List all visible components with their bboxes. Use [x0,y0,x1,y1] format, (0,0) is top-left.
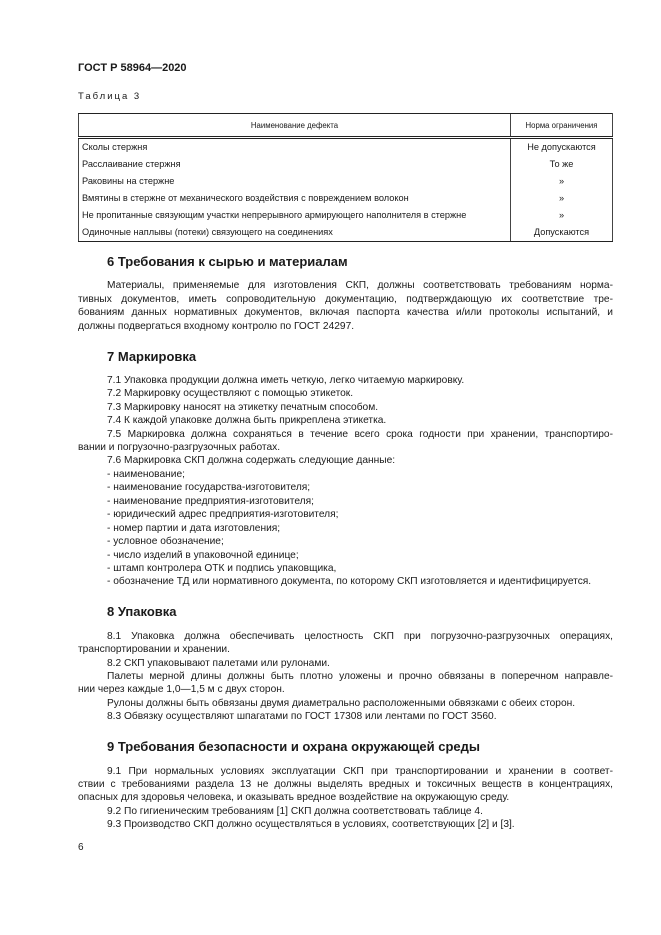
section [78,349,613,589]
paragraph [78,549,613,562]
section-heading: 6 Требования к сырью и материалам [107,254,348,269]
table-row [79,156,613,173]
paragraph [78,670,613,697]
sections [78,241,613,832]
section-heading: 9 Требования безопасности и охрана окружающей среды [107,739,481,755]
table-caption: Таблица 3 [78,91,142,102]
section [78,604,613,723]
paragraph [78,508,613,521]
limit-norm-cell: » [511,207,613,224]
text-line: - наименование предприятия-изготовителя; [107,495,314,507]
defect-name-cell: Раковины на стержне [79,173,511,190]
text-line: - штамп контролера ОТК и подпись упаковщика, [107,562,337,574]
section [78,254,613,333]
paragraph [78,575,613,588]
text-line: 7.1 Упаковка продукции должна иметь четкую, легко читаемую маркировку. [107,374,465,386]
defect-name-cell: Сколы стержня [79,138,511,157]
paragraph [78,454,613,467]
defect-name-cell: Не пропитанные связующим участки непрерывного армирующего наполнителя в стержне [79,207,511,224]
paragraph [78,805,613,818]
text-line: 9.2 По гигиеническим требованиям [1] СКП должна соответствовать таблице 4. [107,805,483,817]
text-line: 7.5 Маркировка должна сохраняться в течение всего срока годности при хранении, транспортиро- [107,428,613,440]
text-line: транспортировании и хранении. [78,644,230,656]
paragraph [78,387,613,400]
text-line: 7.6 Маркировка СКП должна содержать следующие данные: [107,455,396,467]
paragraph [78,657,613,670]
defect-name-cell: Одиночные наплывы (потеки) связующего на соединениях [79,224,511,242]
text-line: - наименование; [107,468,185,480]
text-line: 8.1 Упаковка должна обеспечивать целостность СКП при погрузочно-разгрузочных операциях, [107,630,613,642]
text-line: должны подвергаться входному контролю по ГОСТ 24297. [78,320,355,332]
text-line: 7.3 Маркировку наносят на этикетку печатным способом. [107,401,379,413]
paragraph [78,374,613,387]
column-header-limit: Норма ограничения [511,114,613,138]
section [78,739,613,831]
text-line: ствии с требованиями раздела 13 не должны выделять вредных и токсичных веществ в концентрациях, [78,778,613,790]
text-line: - юридический адрес предприятия-изготовителя; [107,509,339,521]
limit-norm-cell: Не допускаются [511,138,613,157]
paragraph [78,279,613,333]
text-line: 9.1 При нормальных условиях эксплуатации СКП при транспортировании и хранении в соответ- [107,765,613,777]
paragraph [78,818,613,831]
text-line: 7.2 Маркировку осуществляют с помощью этикеток. [107,388,354,400]
limit-norm-cell: Допускаются [511,224,613,242]
table-row [79,190,613,207]
text-line: опасных для здоровья человека, и оказывать вредное воздействие на окружающую среду. [78,792,510,804]
table-row [79,207,613,224]
page-number: 6 [78,842,84,853]
section-heading: 7 Маркировка [107,348,197,364]
text-line: 8.3 Обвязку осуществляют шпагатами по ГОСТ 17308 или лентами по ГОСТ 3560. [107,711,497,723]
text-line: - условное обозначение; [107,536,224,548]
text-line: нии через каждые 1,0—1,5 м с двух сторон. [78,684,285,696]
paragraph [78,481,613,494]
text-line: Палеты мерной длины должны быть плотно уложены и прочно обвязаны в поперечном направле- [107,670,613,682]
text-line: - обозначение ТД или нормативного документа, по которому СКП изготовляется и идентифицируется. [107,576,592,588]
document-code: ГОСТ Р 58964—2020 [78,62,187,74]
column-header-defect: Наименование дефекта [79,114,511,138]
paragraph [78,765,613,805]
text-line: бованиям данных нормативных документов, включая паспорта качества и/или протоколы испытаний, и [78,307,613,319]
paragraph [78,495,613,508]
table-row [79,173,613,190]
paragraph [78,401,613,414]
text-line: 9.3 Производство СКП должно осуществляться в условиях, соответствующих [2] и [3]. [107,819,515,831]
defect-name-cell: Расслаивание стержня [79,156,511,173]
limit-norm-cell: То же [511,156,613,173]
paragraph [78,522,613,535]
section-heading: 8 Упаковка [107,604,177,620]
text-line: Материалы, применяемые для изготовления СКП, должны соответствовать требованиям норма- [107,280,613,292]
paragraph [78,535,613,548]
text-line: Рулоны должны быть обвязаны двумя диаметрально расположенными обвязками с обеих сторон. [107,697,576,709]
text-line: - номер партии и дата изготовления; [107,522,281,534]
table-row [79,224,613,242]
defect-name-cell: Вмятины в стержне от механического воздействия с повреждением волокон [79,190,511,207]
text-line: 7.4 К каждой упаковке должна быть прикреплена этикетка. [107,415,387,427]
paragraph [78,697,613,710]
limit-norm-cell: » [511,190,613,207]
defects-table [78,113,613,242]
text-line: - число изделий в упаковочной единице; [107,549,299,561]
text-line: 8.2 СКП упаковывают палетами или рулонами. [107,657,330,669]
table-header-row [79,114,613,138]
text-line: тивных документов, иметь сопроводительную документацию, подтверждающую их соответствие тре- [78,293,613,305]
paragraph [78,630,613,657]
text-line: - наименование государства-изготовителя; [107,482,311,494]
text-line: вании и погрузочно-разгрузочных работах. [78,442,281,454]
table-row [79,138,613,157]
limit-norm-cell: » [511,173,613,190]
paragraph [78,468,613,481]
paragraph [78,710,613,723]
paragraph [78,414,613,427]
paragraph [78,428,613,455]
paragraph [78,562,613,575]
